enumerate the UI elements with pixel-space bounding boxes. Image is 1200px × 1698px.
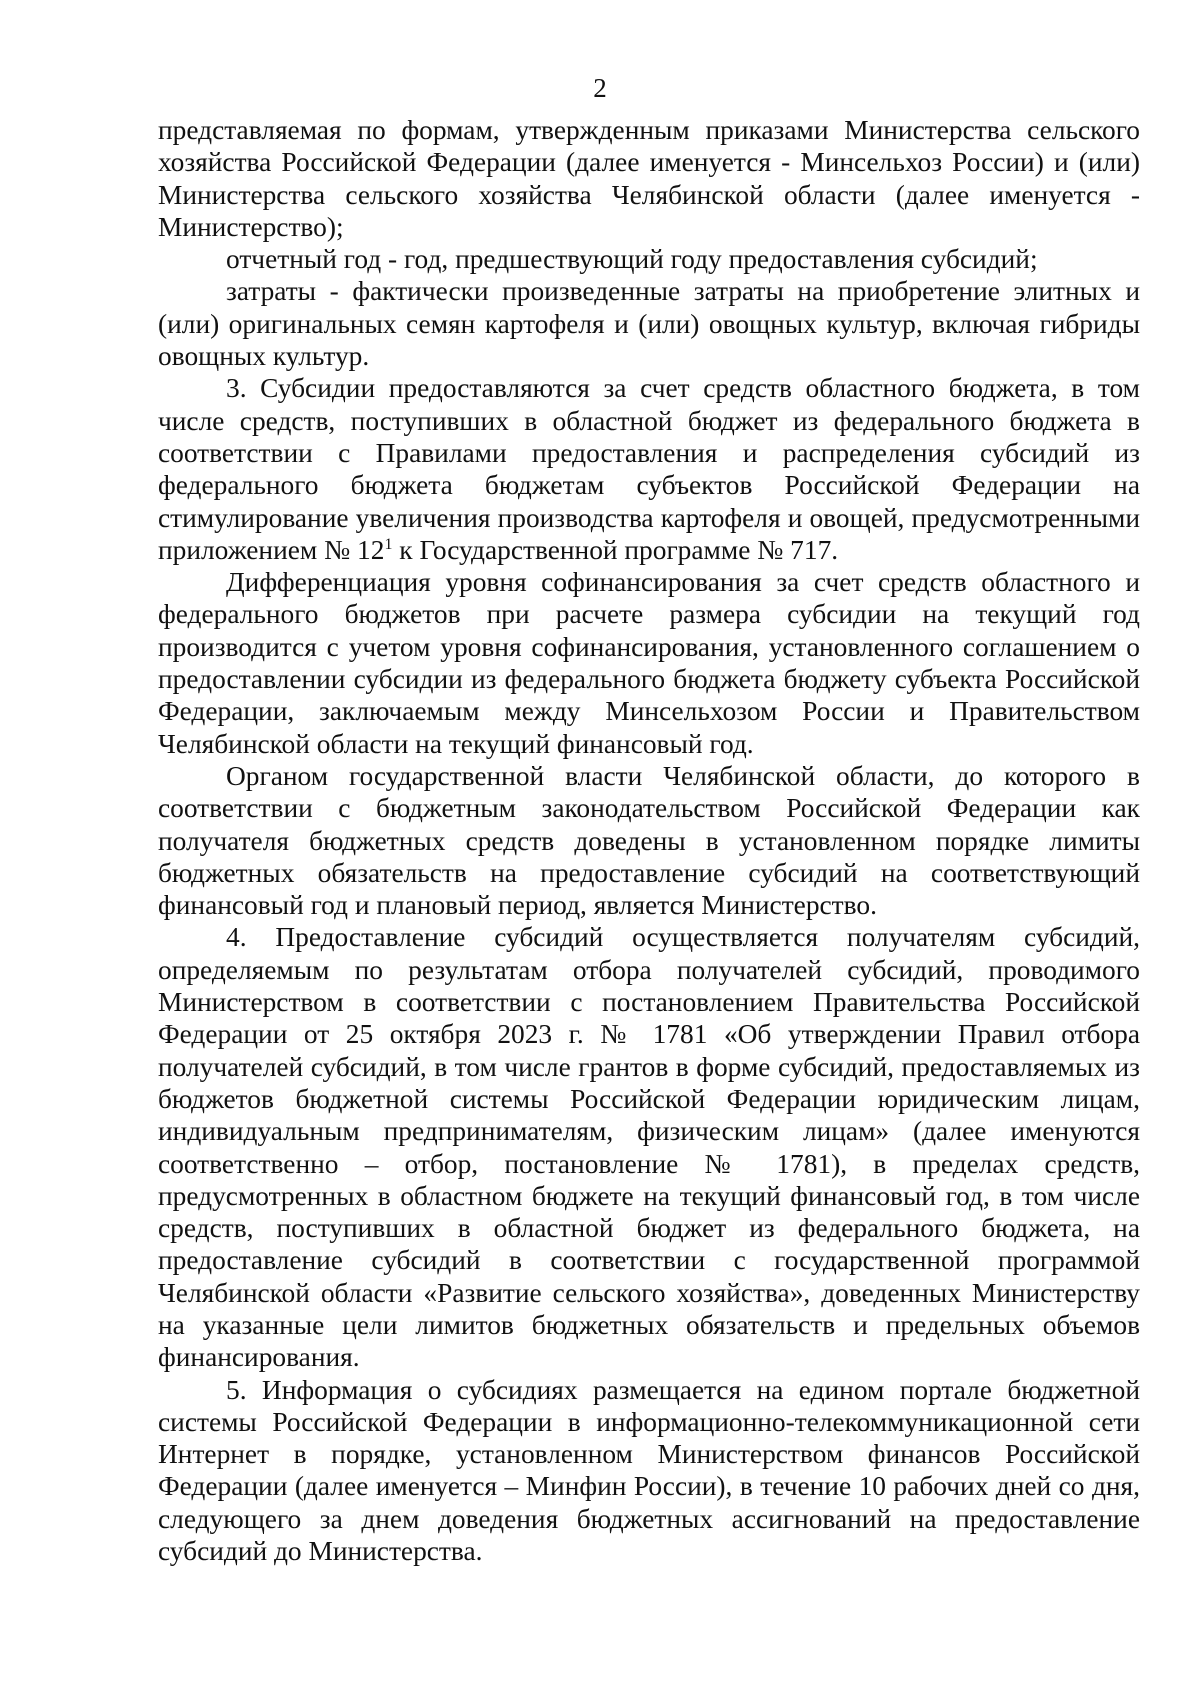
paragraph-3-funding xyxy=(158,372,1140,566)
document-body xyxy=(158,114,1140,1567)
paragraph-continuation: представляемая по формам, утвержденным приказами Министерства сельского хозяйства Российской Федерации (далее именуется - Минсельхоз России) и (или) Министерства сельского хозяйства Челябинской области (далее именуется - Министерство); xyxy=(158,115,1140,242)
paragraph-4-provision: 4. Предоставление субсидий осуществляется получателям субсидий, определяемым по результатам отбора получателей субсидий, проводимого Министерством в соответствии с постановлением Правительства Российской Федерации от 25 октября 2023 г. № 1781 «Об утверждении Правил отбора получателей субсидий, в том числе грантов в форме субсидий, предоставляемых из бюджетов бюджетной системы Российской Федерации юридическим лицам, индивидуальным предпринимателям, физическим лицам» (далее именуются соответственно – отбор, постановление № 1781), в пределах средств, предусмотренных в областном бюджете на текущий финансовый год, в том числе средств, поступивших в областной бюджет из федерального бюджета, на предоставление субсидий в соответствии с государственной программой Челябинской области «Развитие сельского хозяйства», доведенных Министерству на указанные цели лимитов бюджетных обязательств и предельных объемов финансирования. xyxy=(158,922,1140,1373)
paragraph-costs-definition: затраты - фактически произведенные затраты на приобретение элитных и (или) оригинальных семян картофеля и (или) овощных культур, включая гибриды овощных культур. xyxy=(158,276,1140,372)
paragraph-5-information: 5. Информация о субсидиях размещается на едином портале бюджетной системы Российской Федерации в информационно-телекоммуникационной сети Интернет в порядке, установленном Министерством финансов Российской Федерации (далее именуется – Минфин России), в течение 10 рабочих дней со дня, следующего за днем доведения бюджетных ассигнований на предоставление субсидий до Министерства. xyxy=(158,1374,1140,1567)
paragraph-reporting-year: отчетный год - год, предшествующий году предоставления субсидий; xyxy=(226,244,1038,275)
page-number: 2 xyxy=(593,73,607,103)
paragraph-cofinancing: Дифференциация уровня софинансирования за счет средств областного и федерального бюджетов при расчете размера субсидии на текущий год производится с учетом уровня софинансирования, установленного соглашением о предоставлении субсидии из федерального бюджета бюджету субъекта Российской Федерации, заключаемым между Минсельхозом России и Правительством Челябинской области на текущий финансовый год. xyxy=(158,567,1140,759)
paragraph-3-text: 3. Субсидии предоставляются за счет средств областного бюджета, в том числе средств, поступивших в областной бюджет из федерального бюджета в соответствии с Правилами предоставления и распределения субсидий из федерального бюджета бюджетам субъектов Российской Федерации на стимулирование увеличения производства картофеля и овощей, предусмотренными приложением № 12 xyxy=(158,373,1140,565)
paragraph-3-text-end: к Государственной программе № 717. xyxy=(392,534,839,565)
paragraph-authority: Органом государственной власти Челябинской области, до которого в соответствии с бюджетным законодательством Российской Федерации как получателя бюджетных средств доведены в установленном порядке лимиты бюджетных обязательств на предоставление субсидий на соответствующий финансовый год и плановый период, является Министерство. xyxy=(158,760,1140,921)
superscript-1: 1 xyxy=(384,535,393,553)
